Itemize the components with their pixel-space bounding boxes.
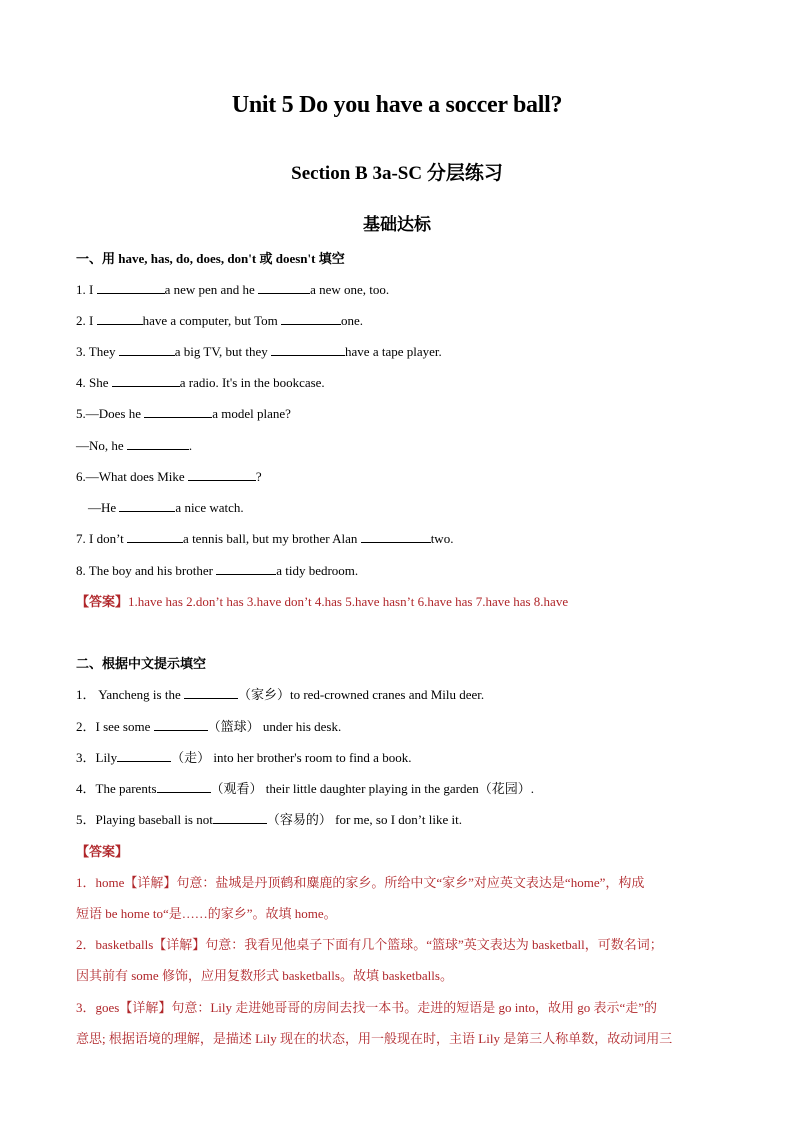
exercise-line: 4. She a radio. It's in the bookcase.: [76, 375, 325, 390]
explanation-line: 短语 be home to“是……的家乡”。故填 home。: [76, 906, 337, 921]
exercise-line: 2．I see some （篮球） under his desk.: [76, 719, 342, 734]
exercise-line: 7. I don’t a tennis ball, but my brother Alan two.: [76, 531, 454, 546]
answer-text: 1.have has 2.don’t has 3.have don’t 4.has 5.have hasn’t 6.have has 7.have has 8.have: [128, 594, 569, 609]
exercise-line: —He a nice watch.: [88, 500, 244, 515]
explanation-line: 3．goes【详解】句意：Lily 走进她哥哥的房间去找一本书。走进的短语是 go into，故用 go 表示“走”的: [76, 1000, 658, 1015]
document-subtitle: Section B 3a-SC 分层练习: [291, 163, 503, 184]
part1-heading: 一、用 have, has, do, does, don't 或 doesn't 填空: [76, 251, 345, 266]
exercise-line: 1． Yancheng is the （家乡）to red-crowned cranes and Milu deer.: [76, 687, 485, 702]
answer-line: [76, 593, 568, 611]
exercise-line: 3. They a big TV, but they have a tape player.: [76, 344, 442, 359]
exercise-line: 3．Lily （走） into her brother's room to find a book.: [76, 750, 412, 765]
exercise-line: 6.—What does Mike ?: [76, 469, 262, 484]
answer-label: 【答案】: [76, 594, 129, 609]
exercise-line: 4．The parents （观看） their little daughter playing in the garden（花园）.: [76, 781, 535, 796]
exercise-line: —No, he .: [76, 438, 193, 453]
explanation-line: 1．home【详解】句意：盐城是丹顶鹤和麋鹿的家乡。所给中文“家乡”对应英文表达是“home”，构成: [76, 875, 645, 890]
exercise-line: 8. The boy and his brother a tidy bedroom.: [76, 563, 359, 578]
part2-heading: 二、根据中文提示填空: [76, 656, 207, 671]
document-title: Unit 5 Do you have a soccer ball?: [231, 92, 563, 118]
level-heading: 基础达标: [363, 215, 431, 234]
answer-label: 【答案】: [76, 844, 129, 859]
exercise-line: 1. I a new pen and he a new one, too.: [76, 282, 390, 297]
exercise-line: 2. I have a computer, but Tom one.: [76, 313, 364, 328]
exercise-line: 5．Playing baseball is not （容易的） for me, so I don’t like it.: [76, 812, 462, 827]
explanation-line: 因其前有 some 修饰，应用复数形式 basketballs。故填 basketballs。: [76, 968, 453, 983]
explanation-line: 意思; 根据语境的理解，是描述 Lily 现在的状态，用一般现在时，主语 Lily 是第三人称单数，故动词用三: [76, 1031, 673, 1046]
explanation-line: 2．basketballs【详解】句意：我看见他桌子下面有几个篮球。“篮球”英文表达为 basketball，可数名词；: [76, 937, 663, 952]
exercise-line: 5.—Does he a model plane?: [76, 406, 291, 421]
